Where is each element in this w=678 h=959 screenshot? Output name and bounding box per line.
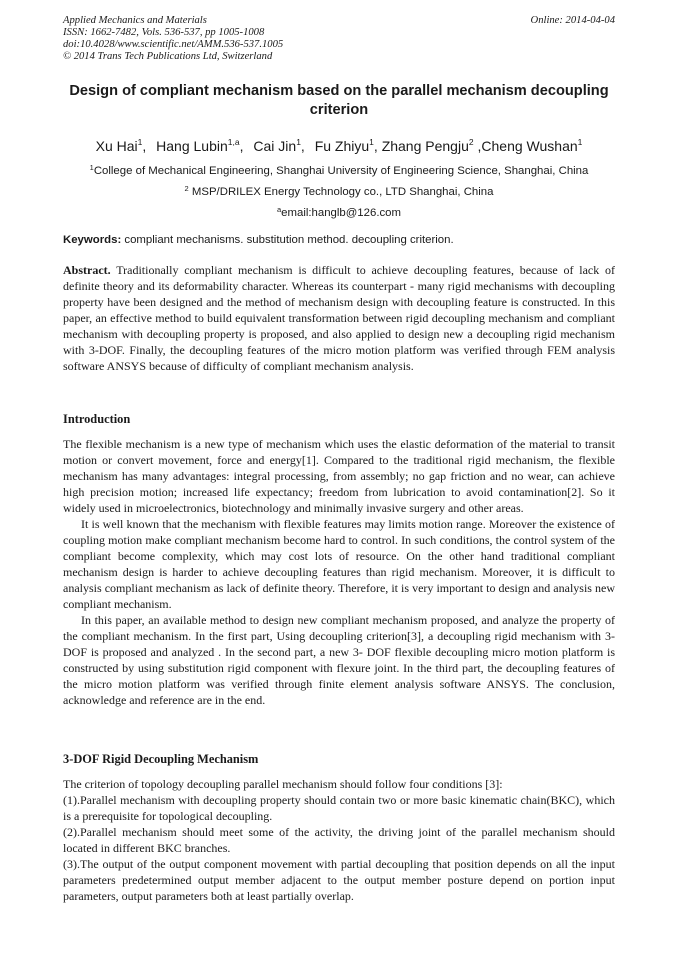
paragraph: (2).Parallel mechanism should meet some of the activity, the driving joint of the parallel mechanism should located in different BKC branches.: [63, 825, 615, 855]
journal-header: [63, 15, 615, 63]
author-name: Fu Zhiyu: [314, 138, 370, 154]
introduction-heading: Introduction: [63, 412, 131, 426]
abstract: [63, 262, 615, 374]
keywords-text: compliant mechanisms. substitution method. decoupling criterion.: [124, 234, 454, 246]
author-sup: 2: [468, 137, 474, 147]
author-name: Cai Jin: [253, 138, 297, 154]
author-list: Xu Hai$^1$, Hang Lubin$^{1,a}$, Cai Jin$^1$, Fu Zhiyu$^1$, Zhang Pengju$^2$ ,Cheng Wushan$^1$: [95, 137, 583, 154]
section-body: [63, 776, 615, 904]
author-sup: 1,a: [227, 137, 240, 147]
doi-line: doi:10.4028/www.scientific.net/AMM.536-537.1005: [63, 39, 284, 50]
keywords-label: Keywords:: [63, 234, 122, 246]
paragraph: It is well known that the mechanism with flexible features may limits motion range. Moreover the existence of coupling motion make compliant mechanism become hard to control. In such conditions, the control system of the compliant become complexity, which may cost lots of resource. On the other hand traditional compliant mechanism design is harder to achieve decoupling features than rigid mechanism. Moreover, it is difficult to analysis compliant mechanism as lack of definite theory. Therefore, it is very important to design and analysis new compliant mechanism.: [63, 517, 615, 611]
abstract-text: Traditionally compliant mechanism is difficult to achieve decoupling features, because of lack of definite theory and its deformability character. Whereas its counterpart - many rigid mechanisms with decoupling property have been designed and the method of mechanism design with decoupling feature is constructed. In this paper, an effective method to build equivalent transformation between rigid decoupling mechanism and compliant mechanism with decoupling property is proposed, and also applied to design new a decoupling rigid mechanism with 3-DOF. Finally, the decoupling features of the micro motion platform was verified through FEM analysis software ANSYS because of difficulty of compliant mechanism analysis.: [63, 263, 615, 373]
paper-title: Design of compliant mechanism based on the parallel mechanism decoupling criterion: [69, 83, 609, 118]
introduction-body: [63, 436, 615, 708]
journal-name: Applied Mechanics and Materials: [63, 15, 207, 26]
affiliation-2: $^2$ MSP/DRILEX Energy Technology co., LTD Shanghai, China: [184, 184, 494, 198]
author-name: Xu Hai: [95, 138, 138, 154]
author-name: Cheng Wushan: [481, 138, 578, 154]
paragraph: The flexible mechanism is a new type of mechanism which uses the elastic deformation of the material to transit motion or convert movement, force and energy[1]. Compared to the traditional rigid mechanism, the flexible mechanism has many advantages: integral processing, from assembly; no gap friction and no wear, can achieve high precision motion; increased life expectancy; freedom from lubrication to avoid contamination[2]. So it widely used in microelectronics, biotechnology and minimally invasive surgery and other areas.: [63, 437, 615, 515]
section-heading: 3-DOF Rigid Decoupling Mechanism: [63, 752, 259, 766]
author-sup: 1: [577, 137, 583, 147]
affiliation-1: $^1$College of Mechanical Engineering, Shanghai University of Engineering Science, Shanghai, China: [89, 163, 589, 177]
author-sup: 1: [296, 137, 301, 147]
paragraph: (1).Parallel mechanism with decoupling property should contain two or more basic kinematic chain(BKC), which is a prerequisite for topological decoupling.: [63, 793, 615, 823]
author-sup: 1: [369, 137, 374, 147]
copyright-line: © 2014 Trans Tech Publications Ltd, Switzerland: [63, 51, 273, 62]
abstract-label: Abstract.: [63, 263, 111, 277]
paragraph: In this paper, an available method to design new compliant mechanism proposed, and analyze the property of the compliant mechanism. In the first part, Using decoupling criterion[3], a decoupling rigid mechanism with 3-DOF is proposed and analyzed . In the second part, a new 3- DOF flexible decoupling micro motion platform is constructed by using substitution rigid component with flexure joint. In the third part, the decoupling features of the micro motion platform was verified through finite element analysis software ANSYS. The conclusion, acknowledge and reference are in the end.: [63, 613, 615, 707]
online-date: Online: 2014-04-04: [530, 15, 615, 26]
author-email: $^a$email:hanglb@126.com: [276, 205, 401, 219]
author-sup: 1: [137, 137, 143, 147]
author-name: Hang Lubin: [156, 138, 228, 154]
author-name: Zhang Pengju: [381, 138, 469, 154]
paragraph: (3).The output of the output component movement with partial decoupling that position depends on all the input parameters predetermined output member adjacent to the output member posture depend on portion input parameters, output parameters both at least partially overlap.: [63, 857, 615, 903]
keywords-line: [63, 233, 615, 247]
issn-line: ISSN: 1662-7482, Vols. 536-537, pp 1005-1008: [63, 27, 265, 38]
paragraph: The criterion of topology decoupling parallel mechanism should follow four conditions [3]:: [63, 777, 503, 791]
